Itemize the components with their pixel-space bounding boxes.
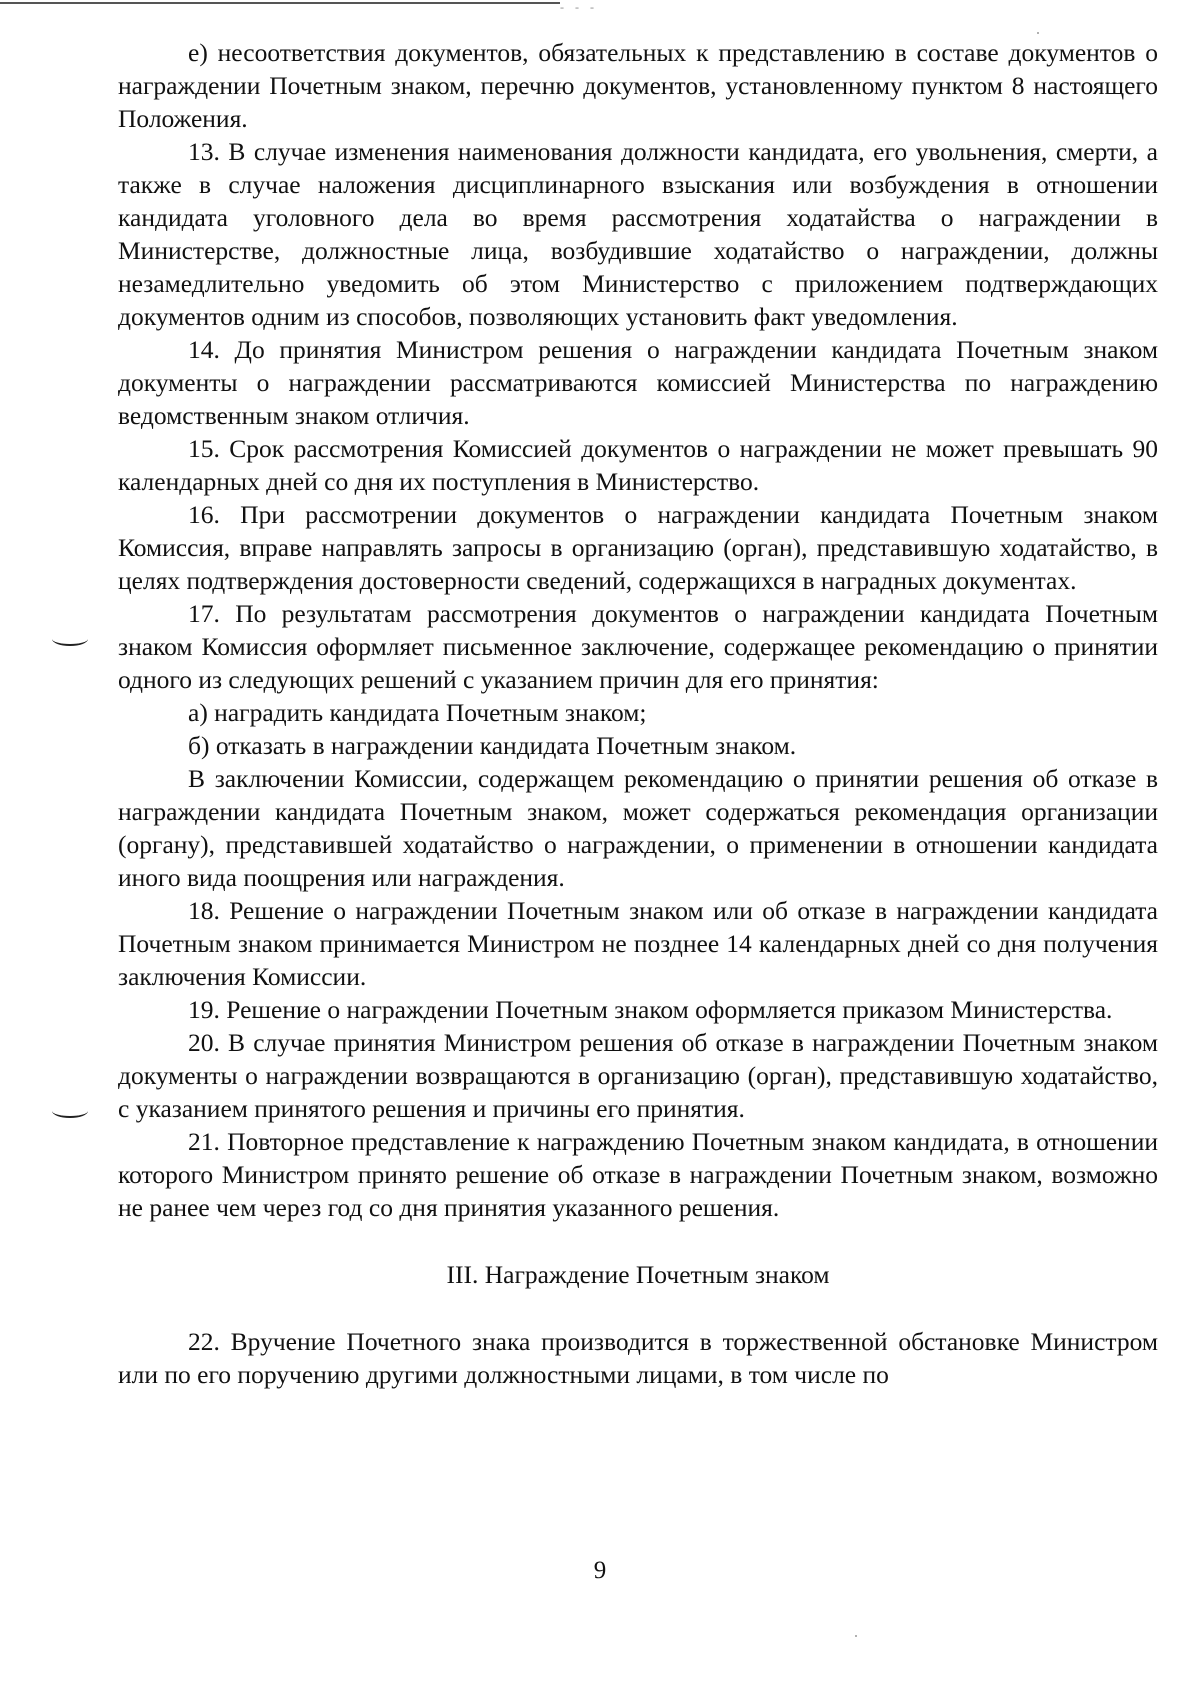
paragraph-15: 15. Срок рассмотрения Комиссией документов о награждении не может превышать 90 календарных дней со дня их поступления в Министерство. [118, 434, 1158, 496]
paragraph-17a: а) наградить кандидата Почетным знаком; [188, 698, 647, 727]
top-border-line [0, 2, 560, 4]
margin-pen-mark [52, 1104, 88, 1118]
margin-pen-mark [52, 632, 88, 646]
paragraph-17-conclusion: В заключении Комиссии, содержащем рекомендацию о принятии решения об отказе в награждении кандидата Почетным знаком, может содержаться рекомендация организации (органу), представившей ходатайство о награждении, о применении в отношении кандидата иного вида поощрения или награждения. [118, 764, 1158, 892]
scan-speck [855, 1635, 857, 1637]
section-heading: III. Награждение Почетным знаком [446, 1260, 830, 1289]
paragraph-12e: е) несоответствия документов, обязательных к представлению в составе документов о награждении Почетным знаком, перечню документов, установленному пунктом 8 настоящего Положения. [118, 38, 1158, 133]
paragraph-20: 20. В случае принятия Министром решения об отказе в награждении Почетным знаком документы о награждении возвращаются в организацию (орган), представившую ходатайство, с указанием принятого решения и причины его принятия. [118, 1028, 1158, 1123]
paragraph-17: 17. По результатам рассмотрения документов о награждении кандидата Почетным знаком Комиссия оформляет письменное заключение, содержащее рекомендацию о принятии одного из следующих решений с указанием причин для его принятия: [118, 599, 1158, 694]
document-body [118, 36, 1158, 1391]
paragraph-18: 18. Решение о награждении Почетным знаком или об отказе в награждении кандидата Почетным знаком принимается Министром не позднее 14 календарных дней со дня получения заключения Комиссии. [118, 896, 1158, 991]
top-border-dots: - - - [560, 0, 598, 14]
page-number: 9 [593, 1557, 607, 1584]
paragraph-19: 19. Решение о награждении Почетным знаком оформляется приказом Министерства. [188, 995, 1113, 1024]
scan-speck [1037, 32, 1039, 34]
paragraph-17b: б) отказать в награждении кандидата Почетным знаком. [188, 731, 797, 760]
paragraph-13: 13. В случае изменения наименования должности кандидата, его увольнения, смерти, а также в случае наложения дисциплинарного взыскания или возбуждения в отношении кандидата уголовного дела во время рассмотрения ходатайства о награждении в Министерстве, должностные лица, возбудившие ходатайство о награждении, должны незамедлительно уведомить об этом Министерство с приложением подтверждающих документов одним из способов, позволяющих установить факт уведомления. [118, 137, 1158, 331]
paragraph-14: 14. До принятия Министром решения о награждении кандидата Почетным знаком документы о награждении рассматриваются комиссией Министерства по награждению ведомственным знаком отличия. [118, 335, 1158, 430]
paragraph-21: 21. Повторное представление к награждению Почетным знаком кандидата, в отношении которого Министром принято решение об отказе в награждении Почетным знаком, возможно не ранее чем через год со дня принятия указанного решения. [118, 1127, 1158, 1222]
paragraph-22: 22. Вручение Почетного знака производится в торжественной обстановке Министром или по его поручению другими должностными лицами, в том числе по [118, 1327, 1158, 1389]
paragraph-16: 16. При рассмотрении документов о награждении кандидата Почетным знаком Комиссия, вправе направлять запросы в организацию (орган), представившую ходатайство, в целях подтверждения достоверности сведений, содержащихся в наградных документах. [118, 500, 1158, 595]
